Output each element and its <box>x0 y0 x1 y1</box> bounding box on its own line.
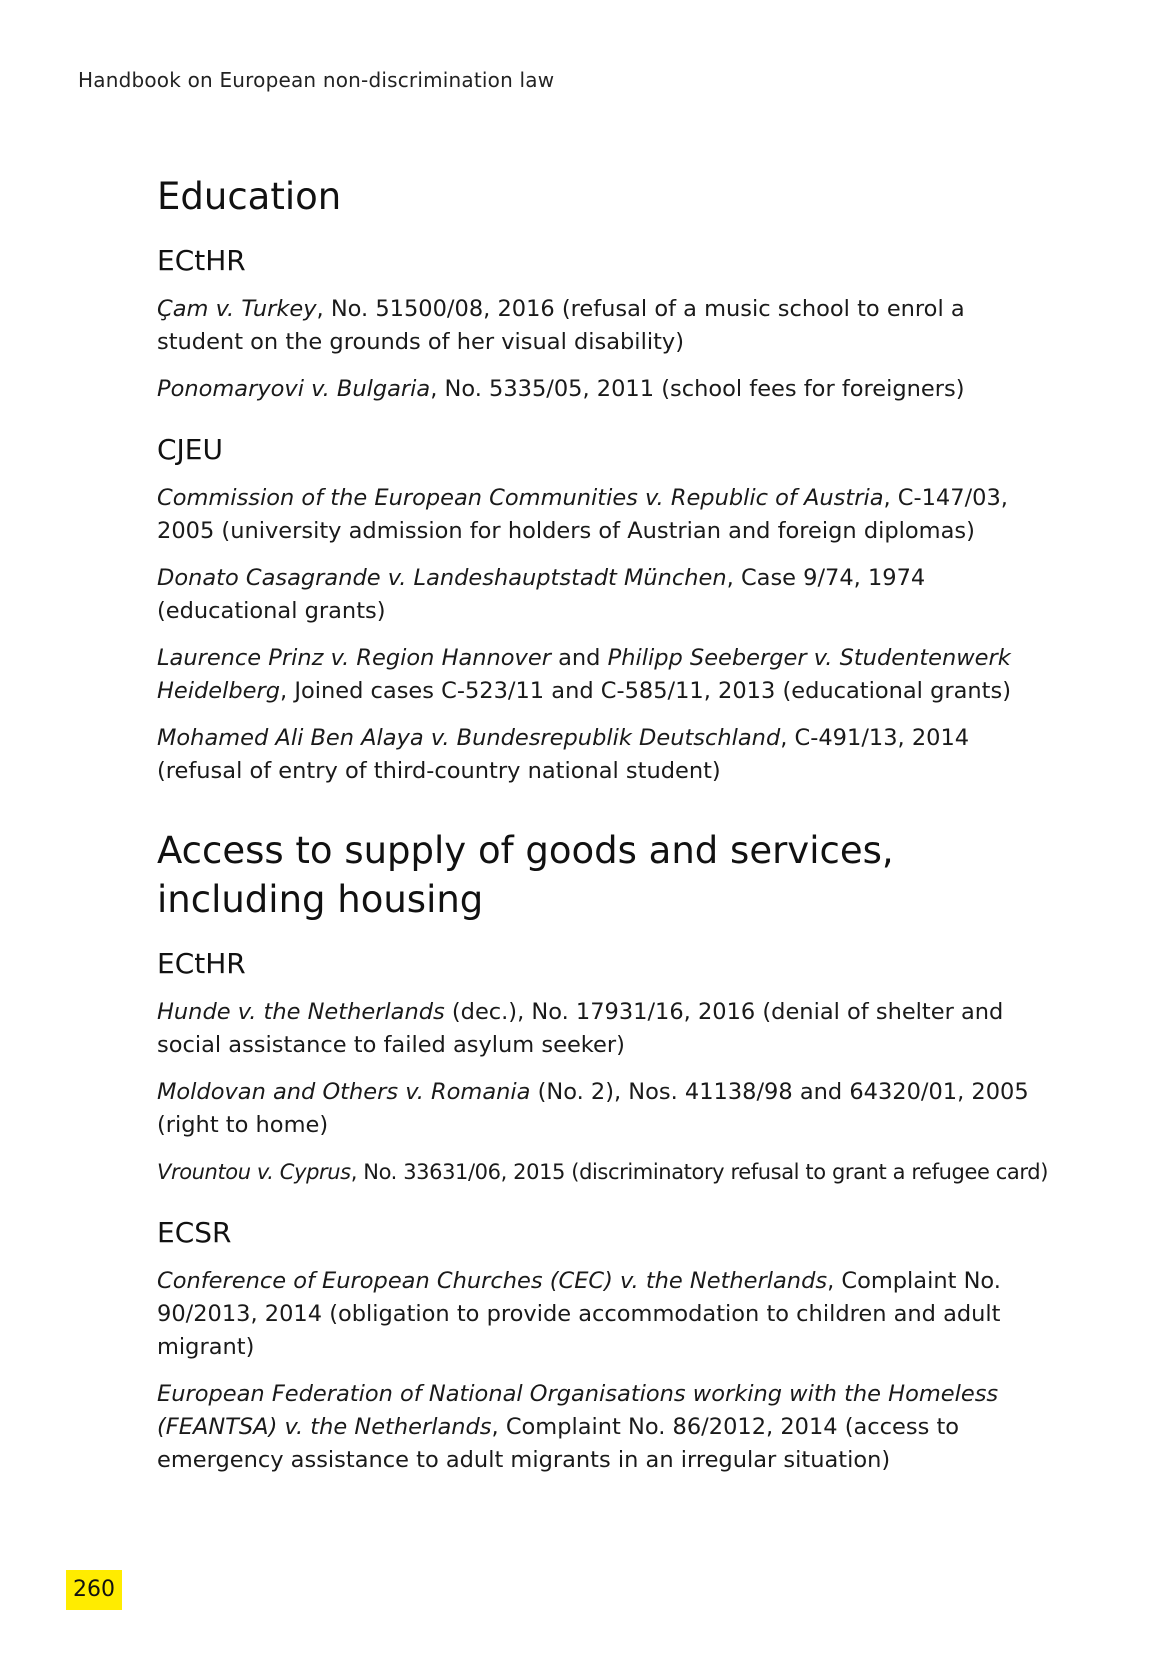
case-entry <box>157 293 1057 359</box>
case-name: European Federation of National Organisations working with the Homeless (FEANTSA) v. the Netherlands <box>157 1381 999 1440</box>
court-heading-cjeu: CJEU <box>157 433 223 466</box>
case-detail: , Joined cases C-523/11 and C-585/11, 2013 (educational grants) <box>280 678 1011 704</box>
case-entry <box>157 482 1057 548</box>
case-entry <box>157 373 1057 406</box>
case-name: Hunde v. the Netherlands <box>157 999 445 1025</box>
case-detail: , Case 9/74, 1974 (educational grants) <box>157 565 926 624</box>
case-detail: (No. 2), Nos. 41138/98 and 64320/01, 2005 (right to home) <box>157 1079 1029 1138</box>
case-name-second: Philipp Seeberger v. Studentenwerk Heidelberg <box>157 645 1011 704</box>
page-content <box>157 172 1057 1491</box>
case-detail: , No. 33631/06, 2015 (discriminatory refusal to grant a refugee card) <box>350 1160 1048 1184</box>
case-name: Laurence Prinz v. Region Hannover <box>157 645 551 671</box>
case-detail: , No. 5335/05, 2011 (school fees for foreigners) <box>430 376 965 402</box>
case-detail: (dec.), No. 17931/16, 2016 (denial of shelter and social assistance to failed asylum seeker) <box>157 999 1004 1058</box>
case-name: Ponomaryovi v. Bulgaria <box>157 376 431 402</box>
section-title-education: Education <box>157 175 342 218</box>
case-entry <box>157 642 1057 708</box>
case-name: Donato Casagrande v. Landeshauptstadt München <box>157 565 727 591</box>
case-entry <box>157 1156 1057 1189</box>
case-name: Moldovan and Others v. Romania <box>157 1079 531 1105</box>
case-detail: , C-491/13, 2014 (refusal of entry of third-country national student) <box>157 725 970 784</box>
case-entry <box>157 1076 1057 1142</box>
case-name: Mohamed Ali Ben Alaya v. Bundesrepublik Deutschland <box>157 725 781 751</box>
case-entry <box>157 722 1057 788</box>
case-name: Conference of European Churches (CEC) v. the Netherlands <box>157 1268 828 1294</box>
case-name: Vrountou v. Cyprus <box>157 1160 351 1184</box>
court-heading-ecthr: ECtHR <box>157 244 246 277</box>
case-name: Çam v. Turkey <box>157 296 317 322</box>
case-name: Commission of the European Communities v. Republic of Austria <box>157 485 884 511</box>
case-detail: , C-147/03, 2005 (university admission for holders of Austrian and foreign diplomas) <box>157 485 1008 544</box>
case-detail: , Complaint No. 86/2012, 2014 (access to emergency assistance to adult migrants in an irregular situation) <box>157 1414 960 1473</box>
case-connector: and <box>550 645 608 671</box>
case-entry <box>157 562 1057 628</box>
case-entry <box>157 996 1057 1062</box>
running-header: Handbook on European non-discrimination law <box>78 68 555 92</box>
page-number: 260 <box>66 1570 122 1610</box>
case-entry <box>157 1265 1057 1364</box>
case-entry <box>157 1378 1057 1477</box>
case-detail: , Complaint No. 90/2013, 2014 (obligation to provide accommodation to children and adult migrant) <box>157 1268 1001 1360</box>
court-heading-ecthr: ECtHR <box>157 947 246 980</box>
court-heading-ecsr: ECSR <box>157 1216 232 1249</box>
case-detail: , No. 51500/08, 2016 (refusal of a music school to enrol a student on the grounds of her visual disability) <box>157 296 965 355</box>
section-title-goods-services: Access to supply of goods and services, including housing <box>157 829 894 921</box>
